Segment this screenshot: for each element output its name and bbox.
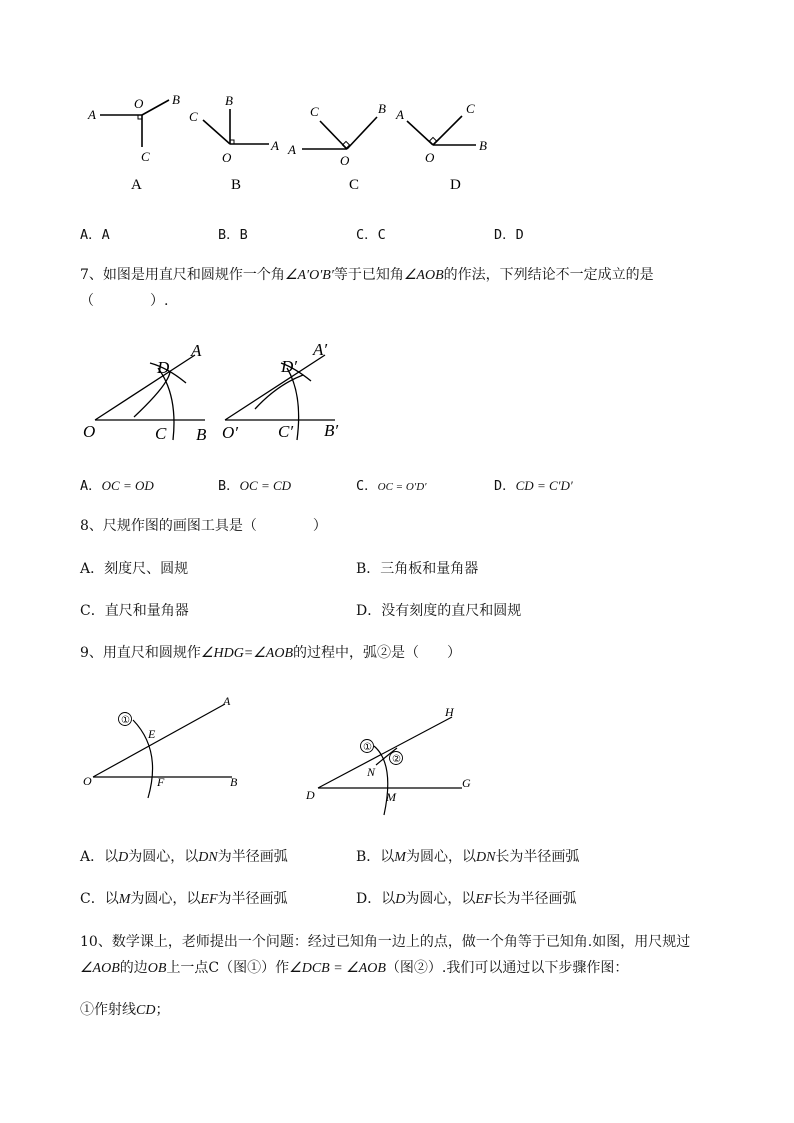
q7c-math: OC = O′D′ xyxy=(377,481,427,493)
q9c-text-2: 为圆心，以 xyxy=(130,891,201,907)
q7-math-angle: ∠AOB xyxy=(403,268,444,283)
q6d-label-C: C xyxy=(466,101,475,116)
q7-figure-left xyxy=(80,335,220,450)
q10-step1-suffix: ； xyxy=(155,1002,170,1018)
q9d-math-1: D xyxy=(395,892,406,907)
q6b-label-B: B xyxy=(225,93,233,108)
q7c-letter: C． xyxy=(356,478,378,494)
q6c-label-C: C xyxy=(310,104,319,119)
q6c-caption: C xyxy=(349,177,360,193)
q9b-text-3: 长为半径画弧 xyxy=(495,849,580,865)
q7r-label-A: A′ xyxy=(313,340,328,359)
q7-question xyxy=(80,265,654,286)
q9r-label-N: N xyxy=(367,765,376,779)
q9d-math-2: EF xyxy=(475,892,493,907)
q9d-text-3: 长为半径画弧 xyxy=(492,891,577,907)
q6-option-d[interactable]: D．D xyxy=(494,227,524,243)
q6-option-b[interactable]: B．B xyxy=(218,227,248,243)
q10-text-1: 的边 xyxy=(119,960,148,976)
q7-text-mid: 等于已知角 xyxy=(333,267,404,283)
q9l-arc-label: ① xyxy=(121,715,130,726)
q6c-label-B: B xyxy=(378,101,386,116)
q6-figure-b xyxy=(185,88,285,198)
q9a-math-1: D xyxy=(118,850,129,865)
q7-text-suffix: 的作法，下列结论不一定成立的是 xyxy=(443,267,654,283)
q9-figure-left xyxy=(80,690,250,805)
q9r-label-G: G xyxy=(462,776,471,790)
q6c-label-O: O xyxy=(340,153,350,168)
q7a-math: OC = OD xyxy=(101,478,154,493)
q7l-label-O: O xyxy=(83,422,96,441)
q6a-label-C: C xyxy=(141,149,150,164)
q9c-text-3: 为半径画弧 xyxy=(217,891,288,907)
q10-math-equation: ∠DCB = ∠AOB xyxy=(289,961,386,976)
q7l-label-C: C xyxy=(155,424,167,443)
q9r-label-D: D xyxy=(306,788,315,802)
q7l-label-A: A xyxy=(191,341,202,360)
q9b-math-1: M xyxy=(394,850,406,865)
q9a-math-2: DN xyxy=(198,850,218,865)
q7-answer-paren: （ ）. xyxy=(80,293,169,309)
q9l-label-B: B xyxy=(230,775,238,789)
q6b-label-A: A xyxy=(271,138,279,153)
q7r-label-C: C′ xyxy=(278,422,294,441)
q7l-label-D: D xyxy=(157,358,170,377)
q9c-text-1: C．以 xyxy=(80,891,119,907)
q6a-label-A: A xyxy=(88,107,96,122)
q7-option-c[interactable] xyxy=(356,477,427,496)
q9r-arc1-label: ① xyxy=(363,742,372,753)
q9-option-b[interactable] xyxy=(356,847,579,868)
q10-text-3: （图②）.我们可以通过以下步骤作图： xyxy=(385,960,629,976)
q10-text-2: 上一点C（图①）作 xyxy=(166,960,290,976)
q8-option-c[interactable]: C．直尺和量角器 xyxy=(80,603,189,619)
q6-figure-c xyxy=(285,88,395,198)
q9-option-c[interactable] xyxy=(80,889,288,910)
q9l-label-E: E xyxy=(148,727,156,741)
q9b-math-2: DN xyxy=(475,850,496,865)
q9r-arc2-label: ② xyxy=(392,754,401,765)
q9c-math-1: M xyxy=(118,892,131,907)
q9d-text-1: D．以 xyxy=(356,891,396,907)
q9l-label-O: O xyxy=(83,774,92,788)
q7r-label-O: O′ xyxy=(222,423,238,442)
q9l-label-A: A xyxy=(223,694,231,708)
q9-text-prefix: 9、用直尺和圆规作 xyxy=(80,645,201,661)
q6d-label-A: A xyxy=(396,107,404,122)
q9-option-a[interactable] xyxy=(80,847,288,868)
q10-step1-math: CD xyxy=(136,1003,156,1018)
q10-question-line1: 10、数学课上，老师提出一个问题：经过已知角一边上的点，做一个角等于已知角.如图，用尺规过 xyxy=(80,934,691,950)
q7r-label-D: D′ xyxy=(281,357,297,376)
q8-option-d[interactable]: D．没有刻度的直尺和圆规 xyxy=(356,603,522,619)
q6b-label-C: C xyxy=(189,109,198,124)
q9a-text-1: A．以 xyxy=(80,849,119,865)
q6a-caption: A xyxy=(131,177,142,193)
q7-option-a[interactable] xyxy=(80,477,154,495)
q6a-label-B: B xyxy=(172,92,180,107)
q9r-label-M: M xyxy=(386,790,396,804)
q7-math-angle-prime: ∠A′O′B′ xyxy=(284,268,334,283)
q9-question xyxy=(80,643,461,664)
q8-question: 8、尺规作图的画图工具是（ ） xyxy=(80,518,327,534)
q9b-text-2: 为圆心，以 xyxy=(405,849,476,865)
q6b-caption: B xyxy=(231,177,242,193)
q8-option-a[interactable]: A．刻度尺、圆规 xyxy=(80,561,189,577)
q7-text-prefix: 7、如图是用直尺和圆规作一个角 xyxy=(80,267,285,283)
q9b-text-1: B．以 xyxy=(356,849,395,865)
q10-question-line2 xyxy=(80,958,628,979)
q6a-label-O: O xyxy=(134,96,144,111)
q7b-math: OC = CD xyxy=(239,478,292,493)
q7d-letter: D． xyxy=(494,478,516,494)
q6-option-c[interactable]: C．C xyxy=(356,227,386,243)
q10-step1-prefix: ①作射线 xyxy=(80,1002,136,1018)
q6-figure-d xyxy=(390,88,500,198)
q9l-label-F: F xyxy=(157,775,165,789)
q9-math: ∠HDG=∠AOB xyxy=(200,646,294,661)
q7-option-b[interactable] xyxy=(218,477,291,495)
q6-option-a[interactable]: A．A xyxy=(80,227,110,243)
q7a-letter: A． xyxy=(80,478,102,494)
q7l-label-B: B xyxy=(196,425,207,444)
q9c-math-2: EF xyxy=(200,892,218,907)
q7b-letter: B． xyxy=(218,478,240,494)
q9-figure-right xyxy=(300,700,480,815)
q9-option-d[interactable] xyxy=(356,889,576,910)
q6b-label-O: O xyxy=(222,150,232,165)
q7-option-d[interactable] xyxy=(494,477,573,495)
q10-math-angle: ∠AOB xyxy=(80,961,120,976)
q10-math-ob: OB xyxy=(147,961,167,976)
q9-text-suffix: 的过程中，弧②是（ ） xyxy=(293,645,462,661)
q6c-label-A: A xyxy=(288,142,296,157)
q7r-label-B: B′ xyxy=(324,421,339,440)
q8-option-b[interactable]: B．三角板和量角器 xyxy=(356,561,479,577)
q9r-label-H: H xyxy=(445,705,454,719)
q7d-math: CD = C′D′ xyxy=(515,478,573,493)
q9a-text-2: 为圆心，以 xyxy=(128,849,199,865)
q9a-text-3: 为半径画弧 xyxy=(217,849,288,865)
q6-figure-a xyxy=(80,88,180,198)
q10-step-1 xyxy=(80,1000,169,1021)
q6d-label-O: O xyxy=(425,150,435,165)
q9d-text-2: 为圆心，以 xyxy=(405,891,476,907)
q7-figure-right xyxy=(215,335,355,450)
q6d-label-B: B xyxy=(479,138,487,153)
q6d-caption: D xyxy=(450,177,461,193)
